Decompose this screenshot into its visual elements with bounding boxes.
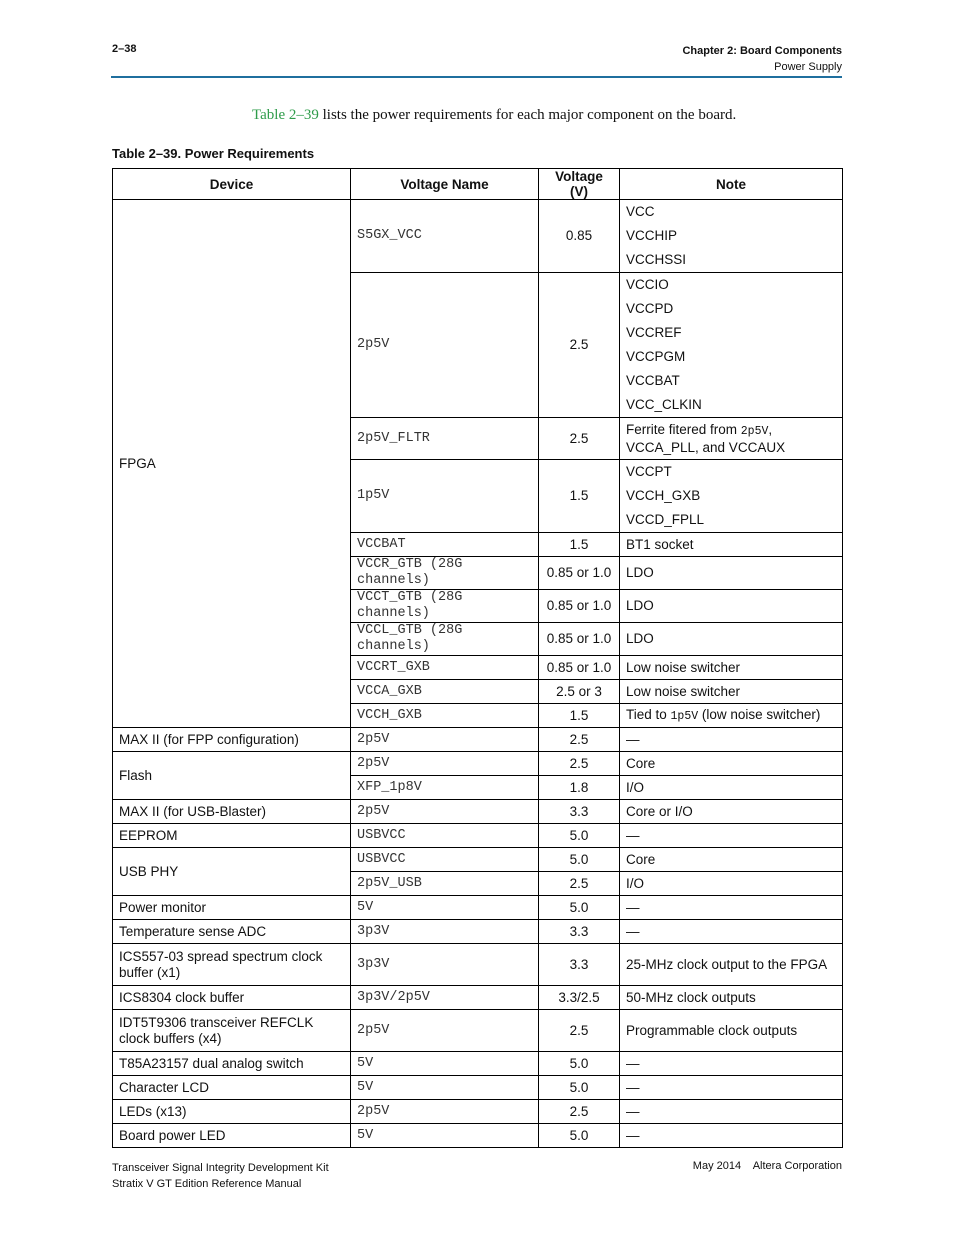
device-cell: MAX II (for USB-Blaster) (113, 800, 351, 824)
voltage-cell: 2.5 (539, 1100, 620, 1124)
voltage-cell: 5.0 (539, 896, 620, 920)
voltage-name-cell: VCCT_GTB (28G channels) (351, 590, 539, 623)
table-row (113, 728, 843, 752)
column-header: Note (620, 169, 843, 200)
note-cell: Core or I/O (620, 800, 843, 824)
note-cell: I/O (620, 872, 843, 896)
voltage-cell: 1.8 (539, 776, 620, 800)
note-cell: — (620, 728, 843, 752)
table-row (113, 896, 843, 920)
note-line: VCCHSSI (626, 252, 687, 267)
table-row (113, 1076, 843, 1100)
note-line: VCCD_FPLL (626, 512, 705, 527)
voltage-name-cell: 5V (351, 1124, 539, 1148)
note-cell: LDO (620, 623, 843, 656)
note-text: Tied to (626, 706, 671, 722)
note-cell: Programmable clock outputs (620, 1010, 843, 1052)
table-row (113, 986, 843, 1010)
voltage-name-cell: 5V (351, 1076, 539, 1100)
device-cell: USB PHY (113, 848, 351, 896)
header-rule (111, 76, 842, 78)
chapter-title: Chapter 2: Board Components (682, 45, 842, 57)
note-line: VCCIO (626, 277, 669, 292)
note-line: VCC_CLKIN (626, 397, 702, 412)
note-cell (620, 418, 843, 460)
power-requirements-table (112, 168, 843, 1148)
device-cell: MAX II (for FPP configuration) (113, 728, 351, 752)
voltage-cell: 5.0 (539, 1052, 620, 1076)
device-cell: Temperature sense ADC (113, 920, 351, 944)
table-row (113, 1100, 843, 1124)
note-line: VCCH_GXB (626, 488, 701, 503)
note-line: VCCREF (626, 325, 682, 340)
note-cell: — (620, 1052, 843, 1076)
table-row (113, 824, 843, 848)
voltage-name-cell: 2p5V_FLTR (351, 418, 539, 460)
voltage-name-cell: 2p5V_USB (351, 872, 539, 896)
voltage-name-cell: USBVCC (351, 848, 539, 872)
note-code: 2p5V (740, 424, 769, 438)
note-cell: — (620, 1100, 843, 1124)
voltage-cell: 0.85 (539, 200, 620, 273)
note-cell: LDO (620, 557, 843, 590)
note-cell: BT1 socket (620, 533, 843, 557)
voltage-name-cell: VCCBAT (351, 533, 539, 557)
device-cell: T85A23157 dual analog switch (113, 1052, 351, 1076)
note-line: VCCBAT (626, 373, 680, 388)
device-cell: LEDs (x13) (113, 1100, 351, 1124)
note-cell: LDO (620, 590, 843, 623)
note-text: (low noise switcher) (698, 706, 821, 722)
note-cell (620, 200, 843, 273)
voltage-cell: 2.5 (539, 418, 620, 460)
device-cell: ICS557-03 spread spectrum clock buffer (x1) (113, 944, 351, 986)
note-line: VCC (626, 204, 655, 219)
note-code: 1p5V (670, 709, 699, 723)
note-line: VCCPD (626, 301, 674, 316)
device-cell: Character LCD (113, 1076, 351, 1100)
voltage-cell: 2.5 (539, 728, 620, 752)
voltage-cell: 3.3/2.5 (539, 986, 620, 1010)
page-number: 2–38 (112, 43, 137, 55)
table-row (113, 1052, 843, 1076)
note-text: VCCA_PLL, and VCCAUX (626, 439, 786, 455)
table-caption: Table 2–39. Power Requirements (112, 146, 315, 161)
voltage-cell: 5.0 (539, 1076, 620, 1100)
note-line: VCCHIP (626, 228, 678, 243)
device-cell: ICS8304 clock buffer (113, 986, 351, 1010)
voltage-cell: 5.0 (539, 824, 620, 848)
voltage-cell: 2.5 (539, 273, 620, 418)
running-header (682, 43, 842, 75)
voltage-name-cell: 3p3V (351, 944, 539, 986)
voltage-cell: 0.85 or 1.0 (539, 623, 620, 656)
note-cell: 50-MHz clock outputs (620, 986, 843, 1010)
note-cell: — (620, 1076, 843, 1100)
table-row (113, 200, 843, 273)
note-cell: Low noise switcher (620, 656, 843, 680)
voltage-cell: 2.5 or 3 (539, 680, 620, 704)
note-cell: I/O (620, 776, 843, 800)
note-cell (620, 273, 843, 418)
voltage-cell: 3.3 (539, 944, 620, 986)
voltage-name-cell: S5GX_VCC (351, 200, 539, 273)
voltage-cell: 1.5 (539, 704, 620, 728)
section-title: Power Supply (774, 61, 842, 73)
voltage-cell: 5.0 (539, 1124, 620, 1148)
voltage-name-cell: 5V (351, 896, 539, 920)
voltage-name-cell: 3p3V (351, 920, 539, 944)
footer-title (112, 1160, 329, 1192)
column-header: Device (113, 169, 351, 200)
voltage-name-cell: 1p5V (351, 460, 539, 533)
voltage-cell: 0.85 or 1.0 (539, 557, 620, 590)
table-row (113, 752, 843, 776)
voltage-cell: 3.3 (539, 920, 620, 944)
footer-title-line: Stratix V GT Edition Reference Manual (112, 1178, 302, 1190)
note-cell: 25-MHz clock output to the FPGA (620, 944, 843, 986)
note-line: VCCPGM (626, 349, 686, 364)
column-header: Voltage (V) (539, 169, 620, 200)
note-cell (620, 704, 843, 728)
table-row (113, 944, 843, 986)
table-header-row (113, 169, 843, 200)
column-header: Voltage Name (351, 169, 539, 200)
voltage-cell: 1.5 (539, 533, 620, 557)
voltage-cell: 2.5 (539, 752, 620, 776)
note-cell: Low noise switcher (620, 680, 843, 704)
voltage-name-cell: 2p5V (351, 800, 539, 824)
voltage-name-cell: 2p5V (351, 1010, 539, 1052)
device-cell: Flash (113, 752, 351, 800)
footer-title-line: Transceiver Signal Integrity Development Kit (112, 1162, 329, 1174)
device-cell: IDT5T9306 transceiver REFCLK clock buffers (x4) (113, 1010, 351, 1052)
voltage-cell: 0.85 or 1.0 (539, 656, 620, 680)
footer-date-corporation: May 2014 Altera Corporation (692, 1160, 842, 1172)
note-cell: Core (620, 848, 843, 872)
voltage-name-cell: VCCA_GXB (351, 680, 539, 704)
voltage-cell: 3.3 (539, 800, 620, 824)
note-cell (620, 460, 843, 533)
note-text: , (768, 421, 773, 437)
voltage-name-cell: USBVCC (351, 824, 539, 848)
note-cell: — (620, 920, 843, 944)
device-cell: Power monitor (113, 896, 351, 920)
intro-paragraph (252, 107, 736, 124)
table-row (113, 1010, 843, 1052)
note-cell: Core (620, 752, 843, 776)
note-line: VCCPT (626, 464, 672, 479)
voltage-name-cell: 2p5V (351, 752, 539, 776)
voltage-name-cell: 2p5V (351, 728, 539, 752)
device-cell: Board power LED (113, 1124, 351, 1148)
note-text: Ferrite fitered from (626, 421, 741, 437)
voltage-name-cell: 2p5V (351, 1100, 539, 1124)
note-cell: — (620, 824, 843, 848)
table-reference-link[interactable]: Table 2–39 (252, 107, 319, 123)
voltage-name-cell: VCCH_GXB (351, 704, 539, 728)
device-cell: EEPROM (113, 824, 351, 848)
voltage-name-cell: 5V (351, 1052, 539, 1076)
voltage-cell: 0.85 or 1.0 (539, 590, 620, 623)
voltage-name-cell: 3p3V/2p5V (351, 986, 539, 1010)
voltage-name-cell: VCCRT_GXB (351, 656, 539, 680)
voltage-name-cell: VCCL_GTB (28G channels) (351, 623, 539, 656)
voltage-cell: 2.5 (539, 1010, 620, 1052)
table-row (113, 848, 843, 872)
table-row (113, 800, 843, 824)
note-cell: — (620, 1124, 843, 1148)
voltage-cell: 1.5 (539, 460, 620, 533)
voltage-name-cell: VCCR_GTB (28G channels) (351, 557, 539, 590)
device-cell: FPGA (113, 200, 351, 728)
table-row (113, 920, 843, 944)
voltage-name-cell: 2p5V (351, 273, 539, 418)
voltage-cell: 5.0 (539, 848, 620, 872)
table-row (113, 1124, 843, 1148)
note-cell: — (620, 896, 843, 920)
voltage-name-cell: XFP_1p8V (351, 776, 539, 800)
intro-text: lists the power requirements for each major component on the board. (318, 107, 737, 123)
voltage-cell: 2.5 (539, 872, 620, 896)
